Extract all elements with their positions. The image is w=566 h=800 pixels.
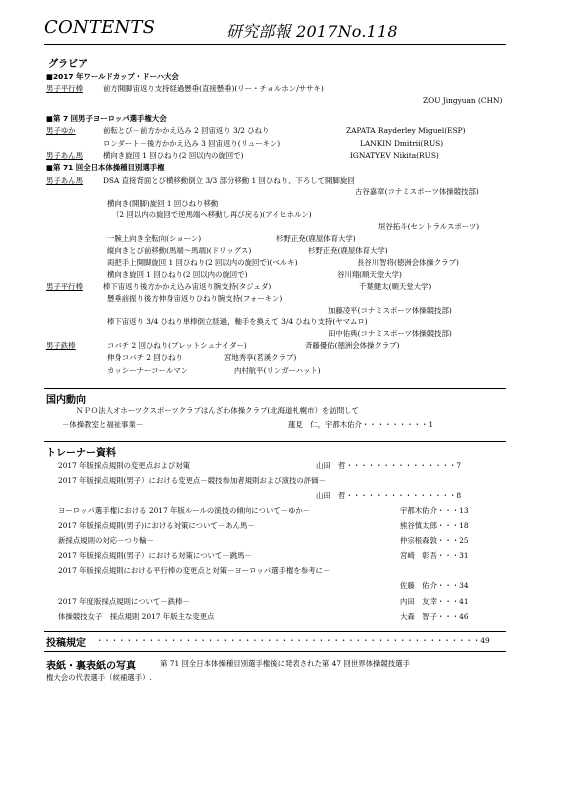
athlete-name: 古谷嘉章(コナミスポーツ体操競技部) [355,187,479,196]
section-rule [44,441,506,442]
athlete-name: 谷川翔(順天堂大学) [337,270,402,279]
article-title[interactable]: 2017 年版採点規則(男子)における対策について－あん馬－ [58,521,255,530]
category-label: 男子ゆか [46,126,76,135]
article-subtitle[interactable]: －体操教室と福祉事業－ [62,420,144,429]
category-label: 男子平行棒 [46,282,83,291]
athlete-name: 垣谷拓斗(セントラルスポーツ) [378,222,480,231]
article-title[interactable]: ヨーロッパ選手権における 2017 年版ルールの演技の傾向について－ゆか－ [58,506,311,515]
skill-line: 縦向きとび前移動(馬端～馬端)(ドリッグス) [107,246,252,255]
skill-line: カッシーナーコールマン [107,366,189,375]
article-author: 佐藤 佑介・・・34 [400,581,469,590]
article-title[interactable]: 2017 年度版採点規則について－鉄棒－ [58,597,190,606]
doha-heading: ■2017 年ワールドカップ・ドーハ大会 [46,72,179,81]
section-rule [44,631,506,632]
athlete-name: IGNATYEV Nikita(RUS) [350,151,439,160]
skill-line: 両把手上開脚旋回 1 回ひねり(2 回以内の旋回で)(ベルキ) [107,258,298,267]
article-title[interactable]: 2017 年版採点規則の変更点および対策 [58,461,191,470]
article-author: 熊谷慎太郎・・・18 [400,521,469,530]
article-author: 宇都木佑介・・・13 [400,506,469,515]
skill-line: ロンダート－後方かかえ込み 3 回宙返り(リューキン) [103,139,281,148]
article-author: 蓮見 仁，宇都木佑介・・・・・・・・・1 [288,420,434,429]
athlete-name: 宮地秀享(茗溪クラブ) [224,353,297,362]
article-author: 仲宗根森敦・・・25 [400,536,469,545]
article-author: 宮崎 彰吾・・・31 [400,551,469,560]
skill-line: 前転とび－前方かかえ込み 2 回宙返り 3/2 ひねり [103,126,270,135]
athlete-name: 長谷川智将(徳洲会体操クラブ) [357,258,459,267]
article-author: 山田 哲・・・・・・・・・・・・・・・7 [316,461,462,470]
article-title[interactable]: 新採点規則の対応－つり輪－ [58,536,155,545]
domestic-heading: 国内動向 [46,395,86,406]
article-title[interactable]: 2017 年版採点規則における平行棒の変更点と対策－ヨーロッパ選手権を参考に－ [58,566,331,575]
article-title[interactable]: 2017 年版採点規則(男子）における対策について－跳馬－ [58,551,252,560]
category-label: 男子平行棒 [46,84,83,93]
cover-heading: 表紙・裏表紙の写真 [46,661,136,672]
skill-line: DSA 直接背面とび横移動倒立 3/3 部分移動 1 回ひねり、下ろして開脚旋回 [103,176,355,185]
athlete-name: 杉野正尭(鹿屋体育大学) [276,234,356,243]
skill-line: 一腕上向き全転向(ショーン) [107,234,202,243]
article-title[interactable]: 2017 年版採点規則(男子）における変更点－競技参加者規則および演技の評価－ [58,476,326,485]
article-title[interactable]: 体操競技女子 採点規則 2017 年版主な変更点 [58,612,215,621]
submission-dots: ・・・・・・・・・・・・・・・・・・・・・・・・・・・・・・・・・・・・・・・・・・・・・・・・・・・・49 [96,636,490,645]
skill-line: コバチ 2 回ひねり(ブレットシュナイダー) [107,341,247,350]
submission-heading[interactable]: 投稿規定 [46,638,86,649]
category-label: 男子鉄棒 [46,341,76,350]
skill-line: 棒下宙返り 3/4 ひねり単棒倒立経過，軸手を換えて 3/4 ひねり支持(ヤマムロ) [107,317,368,326]
cover-description: 第 71 回全日本体操種目別選手権後に発表された第 47 回世界体操競技選手 [160,659,410,668]
article-author: 大森 智子・・・46 [400,612,469,621]
article-author: 山田 哲・・・・・・・・・・・・・・・8 [316,491,462,500]
skill-line: （2 回以内の旋回で逆馬端へ移動し再び戻る)(アイヒホルン) [112,210,312,219]
header-rule [44,44,506,45]
section-rule [44,388,506,389]
athlete-name: 加藤凌平(コナミスポーツ体操競技部) [328,306,452,315]
athlete-name: 杉野正尭(鹿屋体育大学) [308,246,388,255]
athlete-name: ZOU Jingyuan (CHN) [423,96,503,105]
contents-title: CONTENTS [44,17,156,38]
athlete-name: 内村航平(リンガーハット) [234,366,321,375]
skill-line: 横向き旋回 1 回ひねり(2 回以内の旋回で) [107,270,248,279]
europe-heading: ■第 7 回男子ヨーロッパ選手権大会 [46,114,167,123]
cover-description: 権大会の代表選手（候補選手）. [46,673,152,682]
athlete-name: LANKIN Dmitrii(RUS) [360,139,444,148]
athlete-name: 斉藤優佑(徳洲会体操クラブ) [305,341,400,350]
skill-line: 棒下宙返り後方かかえ込み宙返り腕支持(タジェダ) [103,282,272,291]
issue-title: 研究部報 2017No.118 [226,22,398,41]
skill-line: 懸垂前振り後方伸身宙返りひねり腕支持(フォーキン) [107,294,283,303]
alljapan-heading: ■第 71 回全日本体操種目別選手権 [46,163,165,172]
skill-line: 横向き旋回 1 回ひねり(2 回以内の旋回で) [103,151,244,160]
athlete-name: ZAPATA Rayderley Miguel(ESP) [346,126,466,135]
skill-line: 横向き(開脚)旋回 1 回ひねり移動 [107,199,219,208]
athlete-name: 千葉健太(順天堂大学) [359,282,432,291]
article-author: 内田 友幸・・・41 [400,597,469,606]
skill-line: 前方開脚宙返り支持経過懸垂(直接懸垂)(リー・チョルホン/ササキ) [103,84,324,93]
category-label: 男子あん馬 [46,176,83,185]
trainer-heading: トレーナー資料 [46,448,116,459]
category-label: 男子あん馬 [46,151,83,160]
athlete-name: 田中佑典(コナミスポーツ体操競技部) [328,329,452,338]
section-rule [44,651,506,652]
article-title[interactable]: ＮＰＯ法人オホーツクスポーツクラブはんざわ体操クラブ(北海道札幌市）を訪問して [76,406,359,415]
skill-line: 伸身コバチ 2 回ひねり [107,353,183,362]
gravure-heading: グラビア [48,59,88,70]
